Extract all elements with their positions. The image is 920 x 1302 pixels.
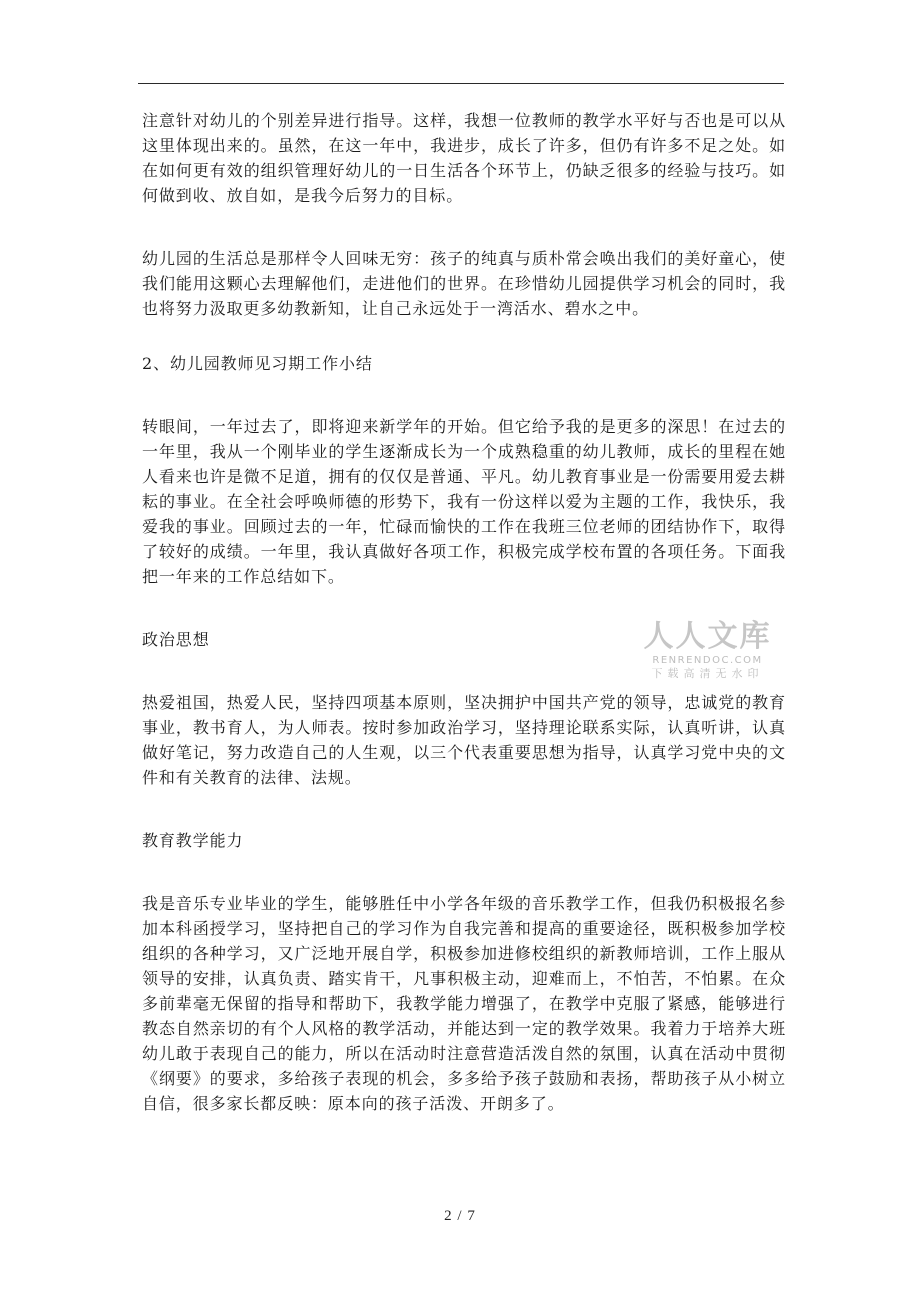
section-title: 2、幼儿园教师见习期工作小结 [142, 354, 373, 373]
watermark-subtitle: 下载高清无水印 [651, 667, 764, 680]
paragraph-year-summary: 转眼间，一年过去了，即将迎来新学年的开始。但它给予我的是更多的深思！在过去的一年里，我从一个刚毕业的学生逐渐成长为一个成熟稳重的幼儿教师，成长的里程在她人看来也许是微不足道，拥有的仅仅是普通、平凡。幼儿教育事业是一份需要用爱去耕耘的事业。在全社会呼唤师德的形势下，我有一份这样以爱为主题的工作，我快乐，我爱我的事业。回顾过去的一年，忙碌而愉快的工作在我班三位老师的团结协作下，取得了较好的成绩。一年里，我认真做好各项工作，积极完成学校布置的各项任务。下面我把一年来的工作总结如下。 [142, 417, 786, 586]
watermark-url: RENRENDOC.COM [652, 655, 763, 666]
subheading-teaching-ability: 教育教学能力 [142, 831, 244, 850]
watermark-title: 人人文库 [643, 619, 772, 654]
paragraph-kindergarten-life: 幼儿园的生活总是那样令人回味无穷：孩子的纯真与质朴常会唤出我们的美好童心，使我们能用这颗心去理解他们，走进他们的世界。在珍惜幼儿园提供学习机会的同时，我也将努力汲取更多幼教新知，让自己永远处于一湾活水、碧水之中。 [142, 249, 786, 318]
paragraph-reflection: 注意针对幼儿的个别差异进行指导。这样，我想一位教师的教学水平好与否也是可以从这里体现出来的。虽然，在这一年中，我进步，成长了许多，但仍有许多不足之处。如在如何更有效的组织管理好幼儿的一日生活各个环节上，仍缺乏很多的经验与技巧。如何做到收、放自如，是我今后努力的目标。 [142, 111, 786, 205]
watermark-logo [640, 620, 775, 681]
paragraph-teaching-ability: 我是音乐专业毕业的学生，能够胜任中小学各年级的音乐教学工作，但我仍积极报名参加本科函授学习，坚持把自己的学习作为自我完善和提高的重要途径，既积极参加学校组织的各种学习，又广泛地开展自学，积极参加进修校组织的新教师培训，工作上服从领导的安排，认真负责、踏实肯干，凡事积极主动，迎难而上，不怕苦，不怕累。在众多前辈毫无保留的指导和帮助下，我教学能力增强了，在教学中克服了紧感，能够进行教态自然亲切的有个人风格的教学活动，并能达到一定的教学效果。我着力于培养大班幼儿敢于表现自己的能力，所以在活动时注意营造活泼自然的氛围，认真在活动中贯彻《纲要》的要求，多给孩子表现的机会，多多给予孩子鼓励和表扬，帮助孩子从小树立自信，很多家长都反映：原本向的孩子活泼、开朗多了。 [142, 894, 786, 1113]
document-body [142, 108, 786, 1116]
paragraph-politics: 热爱祖国，热爱人民，坚持四项基本原则，坚决拥护中国共产党的领导，忠诚党的教育事业，教书育人，为人师表。按时参加政治学习，坚持理论联系实际，认真听讲，认真做好笔记，努力改造自己的人生观，以三个代表重要思想为指导，认真学习党中央的文件和有关教育的法律、法规。 [142, 693, 786, 787]
header-rule [138, 83, 784, 84]
page-number: 2 / 7 [444, 1208, 476, 1224]
subheading-politics: 政治思想 [142, 630, 210, 649]
